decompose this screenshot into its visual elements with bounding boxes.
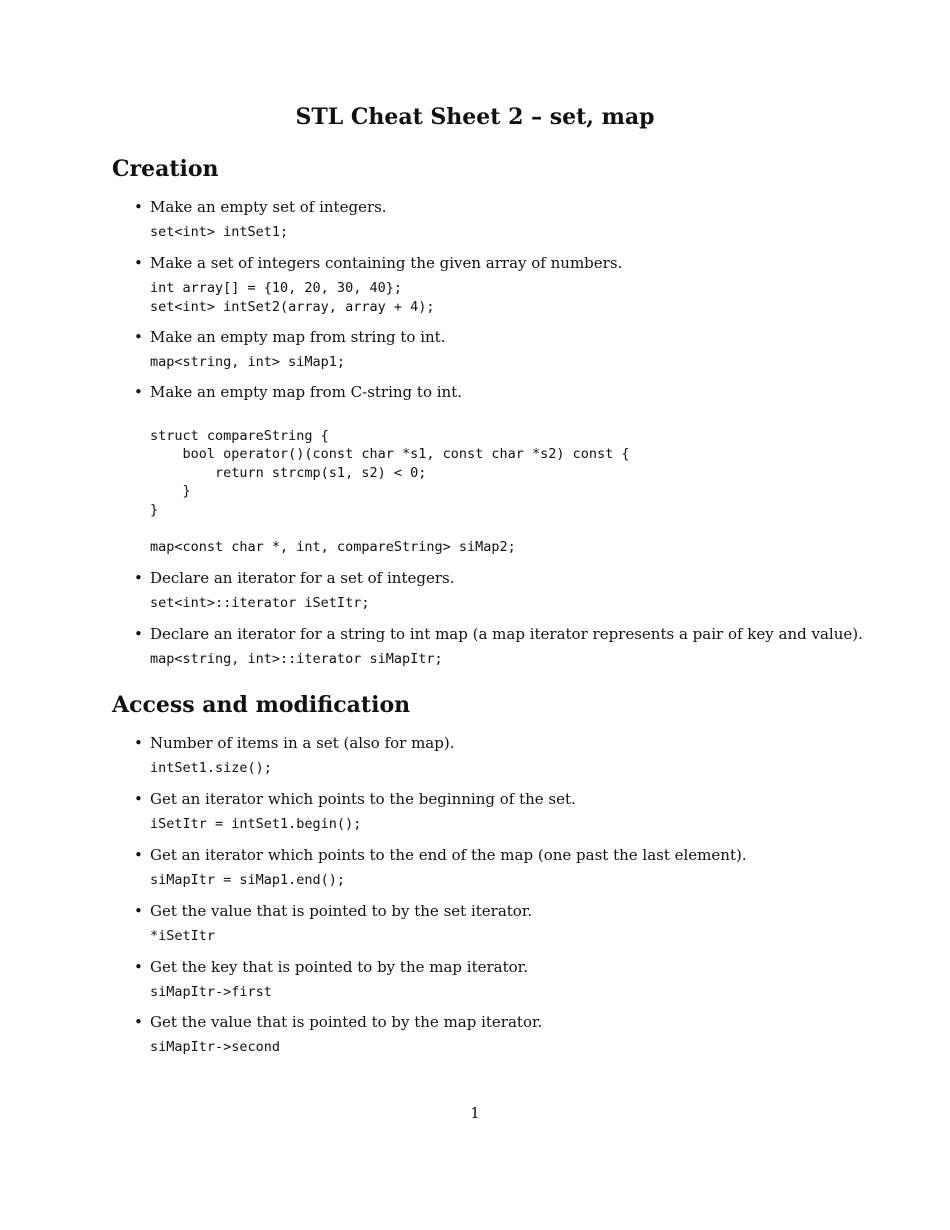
code-block: set<int> intSet1; (150, 224, 289, 240)
item-text: Get the key that is pointed to by the map iterator. (150, 958, 528, 976)
item-text: Make an empty map from string to int. (150, 328, 446, 346)
item-text: Get the value that is pointed to by the map iterator. (150, 1013, 543, 1031)
list-item (134, 624, 914, 669)
code-block: siMapItr->second (150, 1039, 281, 1055)
list-item (134, 568, 854, 613)
list-item (134, 733, 854, 778)
item-text: Make an empty set of integers. (150, 198, 387, 216)
code-block: intSet1.size(); (150, 760, 272, 776)
code-block: siMapItr->first (150, 984, 272, 1000)
bullet: • (134, 569, 143, 587)
bullet: • (134, 328, 143, 346)
list-item (134, 789, 854, 834)
list-item (134, 327, 854, 372)
bullet: • (134, 625, 143, 643)
code-block: int array[] = {10, 20, 30, 40}; set<int> intSet2(array, array + 4); (150, 280, 435, 315)
item-text: Declare an iterator for a set of integers. (150, 569, 455, 587)
bullet: • (134, 734, 143, 752)
list-item (134, 197, 854, 242)
bullet: • (134, 383, 143, 401)
item-text: Declare an iterator for a string to int map (a map iterator represents a pair of key and value). (150, 625, 863, 643)
item-text: Make an empty map from C-string to int. (150, 383, 463, 401)
list-item (134, 382, 854, 556)
bullet: • (134, 790, 143, 808)
bullet: • (134, 198, 143, 216)
bullet: • (134, 846, 143, 864)
list-item (134, 1012, 854, 1057)
code-block: *iSetItr (150, 928, 216, 944)
item-text: Get an iterator which points to the beginning of the set. (150, 790, 576, 808)
section-heading-access-modification: Access and modification (112, 692, 411, 718)
item-text: Get the value that is pointed to by the set iterator. (150, 902, 533, 920)
bullet: • (134, 902, 143, 920)
list-item (134, 253, 854, 316)
list-item (134, 845, 854, 890)
list-item (134, 901, 854, 946)
code-block: set<int>::iterator iSetItr; (150, 595, 370, 611)
item-text: Get an iterator which points to the end of the map (one past the last element). (150, 846, 747, 864)
code-block: map<string, int>::iterator siMapItr; (150, 651, 443, 667)
item-text: Number of items in a set (also for map). (150, 734, 455, 752)
section-heading-creation: Creation (112, 156, 219, 182)
code-block: iSetItr = intSet1.begin(); (150, 816, 362, 832)
bullet: • (134, 958, 143, 976)
code-block: map<string, int> siMap1; (150, 354, 346, 370)
bullet: • (134, 254, 143, 272)
page-title: STL Cheat Sheet 2 – set, map (295, 104, 655, 130)
page-number: 1 (470, 1104, 480, 1122)
list-item (134, 957, 854, 1002)
code-block: siMapItr = siMap1.end(); (150, 872, 346, 888)
item-text: Make a set of integers containing the given array of numbers. (150, 254, 623, 272)
bullet: • (134, 1013, 143, 1031)
code-block: struct compareString { bool operator()(const char *s1, const char *s2) const { return strcmp(s1, s2) < 0; } } map<const char *, int, compareString> siMap2; (150, 427, 630, 555)
